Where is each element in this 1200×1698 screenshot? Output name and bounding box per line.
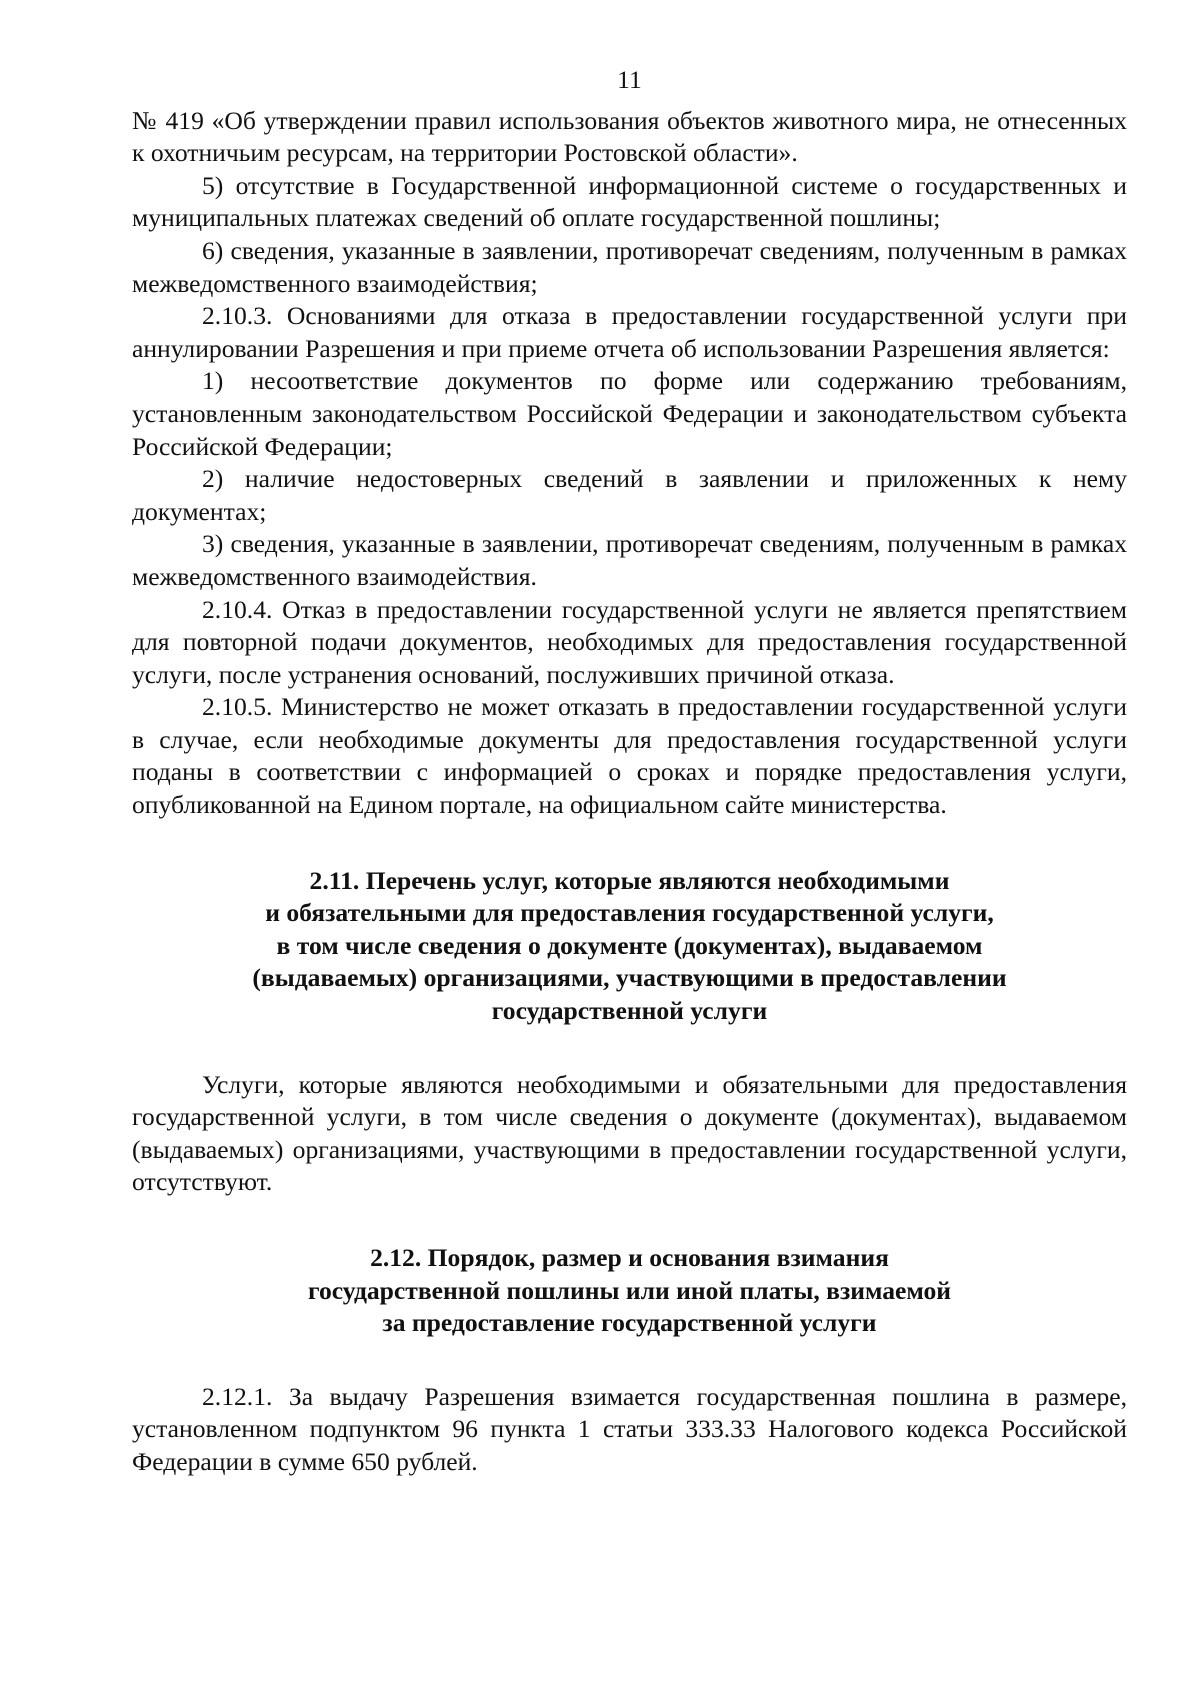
page-number: 11 (617, 65, 642, 94)
paragraph-item-5: 5) отсутствие в Государственной информационной системе о государственных и муниципальных платежах сведений об оплате государственной пошлины; (132, 170, 1127, 233)
paragraph-continuation: № 419 «Об утверждении правил использования объектов животного мира, не отнесенных к охотничьим ресурсам, на территории Ростовской области». (132, 105, 1127, 168)
paragraph-item-6: 6) сведения, указанные в заявлении, противоречат сведениям, полученным в рамках межведомственного взаимодействия; (132, 235, 1127, 298)
paragraph-2-10-4: 2.10.4. Отказ в предоставлении государственной услуги не является препятствием для повторной подачи документов, необходимых для предоставления государственной услуги, после устранения оснований, послуживших причиной отказа. (132, 594, 1127, 689)
paragraph-2-10-3-item-1: 1) несоответствие документов по форме или содержанию требованиям, установленным законодательством Российской Федерации и законодательством субъекта Российской Федерации; (132, 366, 1127, 461)
paragraph-2-10-3-item-3: 3) сведения, указанные в заявлении, противоречат сведениям, полученным в рамках межведомственного взаимодействия. (132, 529, 1127, 591)
paragraph-2-10-5: 2.10.5. Министерство не может отказать в предоставлении государственной услуги в случае, если необходимые документы для предоставления государственной услуги поданы в соответствии с информацией о сроках и порядке предоставления услуги, опубликованной на Едином портале, на официальном сайте министерства. (132, 692, 1127, 820)
heading-line: (выдаваемых) организациями, участвующими в предоставлении (252, 963, 1007, 993)
paragraph-2-12-1: 2.12.1. За выдачу Разрешения взимается государственная пошлина в размере, установленном подпунктом 96 пункта 1 статьи 333.33 Налогового кодекса Российской Федерации в сумме 650 рублей. (132, 1381, 1127, 1476)
heading-line: за предоставление государственной услуги (382, 1308, 877, 1338)
heading-line: 2.11. Перечень услуг, которые являются необходимыми (309, 865, 950, 895)
heading-line: 2.12. Порядок, размер и основания взимания (370, 1243, 889, 1272)
paragraph-2-10-3: 2.10.3. Основаниями для отказа в предоставлении государственной услуги при аннулировании Разрешения и при приеме отчета об использовании Разрешения является: (132, 301, 1127, 363)
heading-line: государственной услуги (491, 996, 768, 1026)
heading-line: в том числе сведения о документе (документах), выдаваемом (276, 930, 983, 960)
document-page (132, 64, 1127, 1479)
paragraph-2-10-3-item-2: 2) наличие недостоверных сведений в заявлении и приложенных к нему документах; (132, 464, 1127, 526)
section-heading-2-11 (132, 865, 1127, 1028)
heading-line: и обязательными для предоставления государственной услуги, (265, 898, 994, 928)
paragraph-2-11-body: Услуги, которые являются необходимыми и обязательными для предоставления государственной услуги, в том числе сведения о документе (документах), выдаваемом (выдаваемых) организациями, участвующими в предоставлении государственной услуги, отсутствуют. (132, 1069, 1127, 1197)
heading-line: государственной пошлины или иной платы, взимаемой (307, 1275, 952, 1305)
section-heading-2-12 (132, 1242, 1127, 1340)
